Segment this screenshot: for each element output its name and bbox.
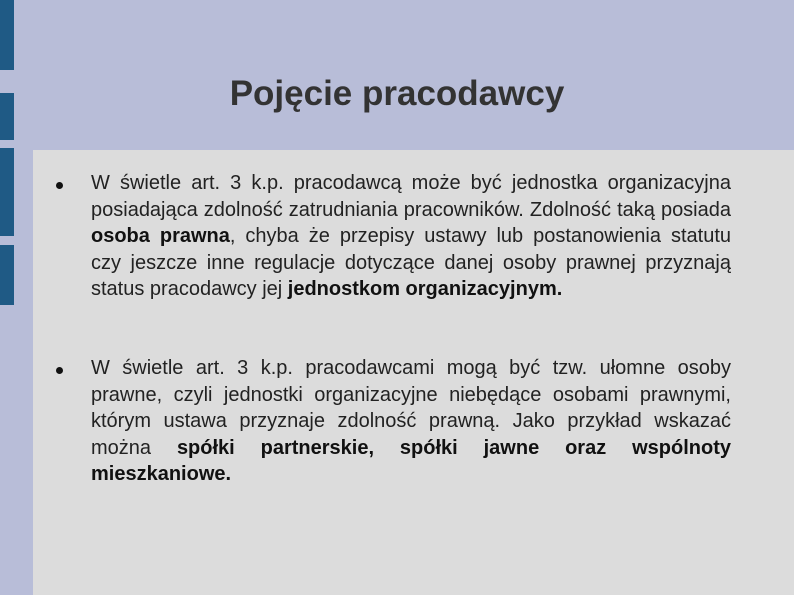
bullet-text xyxy=(91,170,731,303)
slide-title: Pojęcie pracodawcy xyxy=(229,74,565,113)
text-segment: W świetle art. 3 k.p. pracodawcami mogą być tzw. ułomne osoby prawne, czyli jednostki organizacyjne niebędące osobami prawnymi, którym ustawa przyznaje zdolność prawną. Jako przykład wskazać można xyxy=(91,357,731,459)
bullet-dot-icon xyxy=(56,367,63,374)
decorative-bar xyxy=(0,148,14,236)
bold-term: jednostkom organizacyjnym. xyxy=(287,278,563,300)
decorative-bar xyxy=(0,0,14,70)
bold-term: spółki partnerskie, spółki jawne oraz wspólnoty mieszkaniowe. xyxy=(91,436,731,485)
bullet-text xyxy=(91,355,731,488)
decorative-bar xyxy=(0,245,14,305)
text-segment: W świetle art. 3 k.p. pracodawcą może być jednostka organizacyjna posiadająca zdolność zatrudniania pracowników. Zdolność taką posiada xyxy=(91,172,731,221)
bullet-dot-icon xyxy=(56,182,63,189)
bold-term: osoba prawna xyxy=(91,225,230,247)
text-segment: , chyba że przepisy ustawy lub postanowienia statutu czy jeszcze inne regulacje dotyczące danej osoby prawnej przyznają status pracodawcy jej xyxy=(91,225,731,300)
content-panel xyxy=(33,150,794,595)
